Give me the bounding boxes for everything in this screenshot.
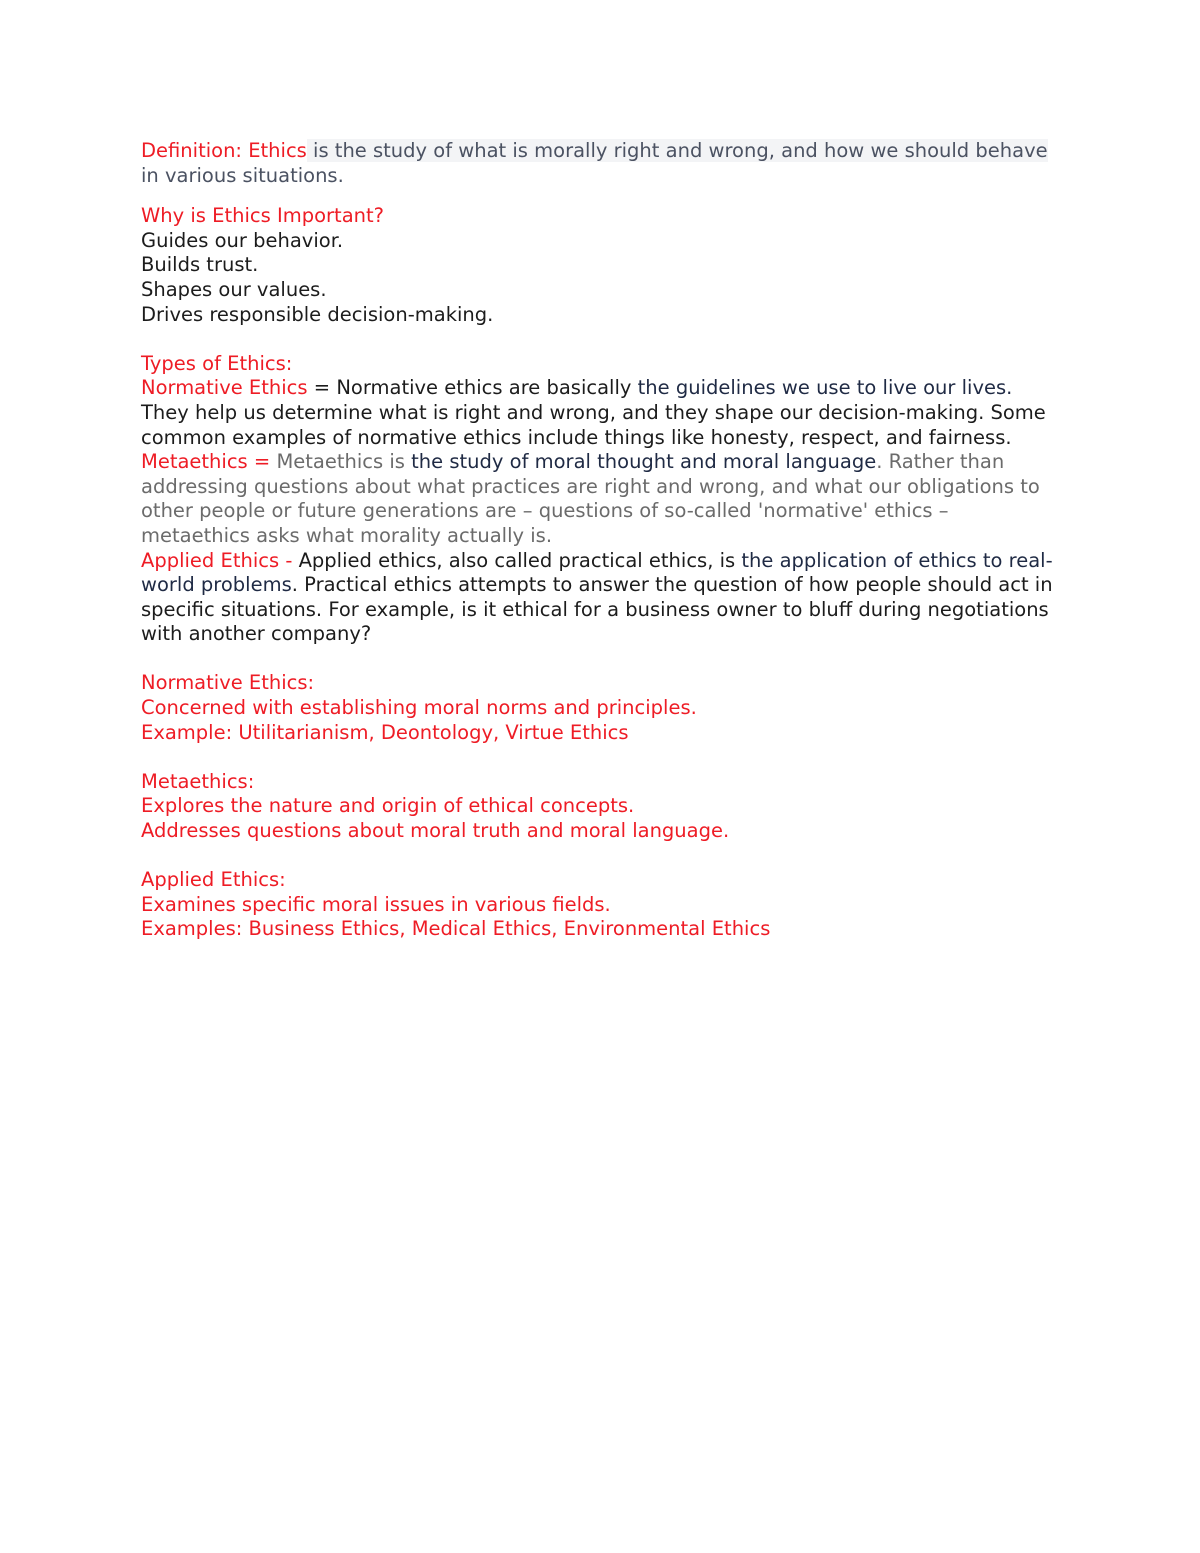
normative-line3: common examples of normative ethics include things like honesty, respect, and fairness. [141,425,1012,449]
normative-line2: They help us determine what is right and wrong, and they shape our decision-making. Some [141,400,1046,424]
importance-item: Drives responsible decision-making. [141,302,494,326]
applied-section [141,868,1061,942]
normative-section-line: Concerned with establishing moral norms and principles. [141,696,697,720]
types-section [141,352,1061,647]
metaethics-line4: metaethics asks what morality actually is. [141,523,553,547]
metaethics-line2: addressing questions about what practices are right and wrong, and what our obligations to [141,474,1040,498]
normative-line1 [141,376,1061,401]
normative-section-line: Example: Utilitarianism, Deontology, Virtue Ethics [141,720,629,744]
definition-paragraph [141,139,1061,188]
normative-sep: = [307,376,337,400]
metaethics-section [141,770,1061,844]
metaethics-section-heading: Metaethics: [141,769,255,793]
metaethics-text-a: Metaethics is [276,450,412,474]
metaethics-line1 [141,450,1061,475]
applied-text-c: world problems [141,573,292,597]
metaethics-text-c: . Rather than [876,450,1005,474]
definition-label: Definition: [141,139,242,162]
applied-text-b: the application of ethics to real- [741,548,1053,572]
importance-item: Shapes our values. [141,277,327,301]
applied-line1 [141,549,1061,574]
types-heading: Types of Ethics: [141,351,293,375]
definition-text-line1: is the study of what is morally right and wrong, and how we should behave [306,139,1048,162]
normative-text-b: the guidelines we use to live our lives. [637,376,1013,400]
applied-line2 [141,573,1061,598]
importance-item: Builds trust. [141,253,259,277]
importance-heading: Why is Ethics Important? [141,204,384,228]
metaethics-section-line: Addresses questions about moral truth and moral language. [141,819,730,843]
applied-section-line: Examples: Business Ethics, Medical Ethics, Environmental Ethics [141,917,771,941]
normative-text-a: Normative ethics are basically [336,376,638,400]
applied-section-heading: Applied Ethics: [141,868,286,892]
normative-label: Normative Ethics [141,376,308,400]
definition-text-line2: in various situations. [141,163,344,187]
metaethics-line3: other people or future generations are – questions of so-called 'normative' ethics – [141,499,949,523]
metaethics-label: Metaethics = [141,450,277,474]
definition-term: Ethics [248,139,307,162]
metaethics-section-line: Explores the nature and origin of ethical concepts. [141,794,635,818]
applied-text-d: . Practical ethics attempts to answer the question of how people should act in [291,573,1053,597]
metaethics-text-b: the study of moral thought and moral language [411,450,877,474]
normative-section [141,671,1061,745]
applied-line4: with another company? [141,622,372,646]
applied-line3: specific situations. For example, is it ethical for a business owner to bluff during negotiations [141,597,1049,621]
applied-label: Applied Ethics - [141,548,299,572]
document-page [141,139,1061,942]
normative-section-heading: Normative Ethics: [141,671,315,695]
importance-item: Guides our behavior. [141,228,344,252]
applied-text-a: Applied ethics, also called practical ethics, is [298,548,742,572]
importance-section [141,204,1061,327]
applied-section-line: Examines specific moral issues in various fields. [141,892,611,916]
